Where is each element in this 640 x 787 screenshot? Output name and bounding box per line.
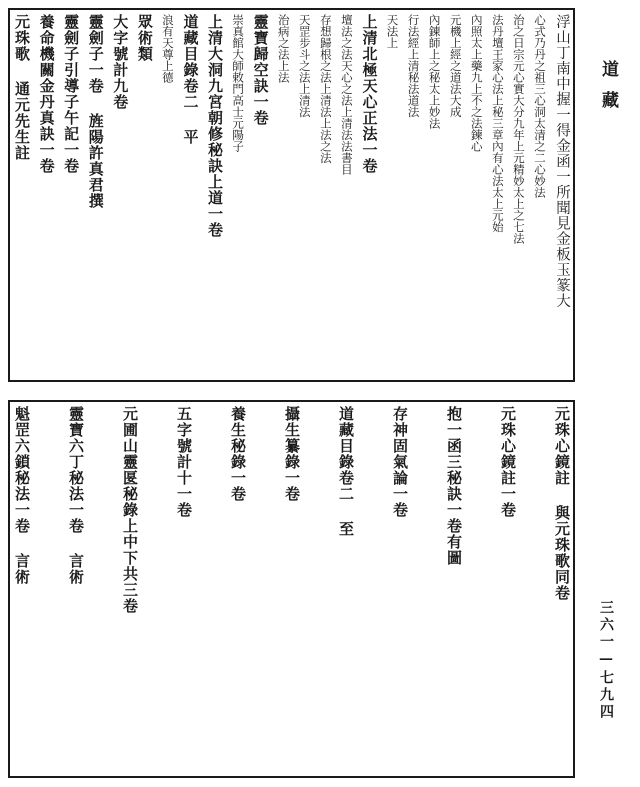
- text-column: 治之日宗元心實大分九年上元精妙太上之七法: [511, 14, 526, 244]
- entry-title: 元珠心鏡註 與元珠歌同卷: [553, 406, 571, 601]
- text-column: 天法上: [385, 14, 400, 49]
- text-column: 崇真館大師敕門高士元陽子: [231, 14, 246, 152]
- entry-title: 存神固氣論一卷: [391, 406, 409, 518]
- text-column: 存想歸根之法上清法上法之法: [318, 14, 333, 164]
- entry-title: 靈劍子一卷 旌陽許真君撰: [86, 14, 105, 209]
- text-column: 天罡步斗之法上清法: [297, 14, 312, 118]
- entry-title: 靈寶六丁秘法一卷 言術: [67, 406, 85, 585]
- text-column: 元機上經之道法大成: [448, 14, 463, 118]
- volume-heading: 大字號計九卷: [111, 14, 130, 110]
- entry-title: 魁罡六鎖秘法一卷 言術: [13, 406, 31, 585]
- entry-title: 元圃山靈匽秘錄上中下共三卷: [121, 406, 139, 614]
- entry-title: 上清北極天心正法一卷: [360, 14, 379, 174]
- entry-title: 元珠歌 通元先生註: [13, 14, 31, 161]
- text-column: 內照太上藥九上不之法鍊心: [469, 14, 484, 152]
- entry-title: 上清大洞九宮朝修秘訣上道一卷: [206, 14, 224, 238]
- upper-text-block: [8, 8, 575, 382]
- volume-heading: 五字號計十一卷: [175, 406, 193, 518]
- entry-title: 抱一函三秘訣一卷有圖: [445, 406, 463, 566]
- entry-title: 靈寶歸空訣一卷: [251, 14, 270, 126]
- entry-title: 攝生纂錄一卷: [283, 406, 301, 502]
- section-heading: 道藏目錄卷二 至: [337, 406, 355, 537]
- text-column: 壇法之法天心之法上清法法書目: [339, 14, 354, 175]
- text-column: 浪有天尊上德: [160, 14, 175, 83]
- text-column: 治病之法上法: [276, 14, 291, 83]
- text-column: 心式乃丹之祖三心洞太清之二心妙法: [532, 14, 547, 198]
- entry-title: 靈劍子引導子午記一卷: [62, 14, 81, 174]
- margin-title: 道藏: [598, 60, 618, 122]
- text-column: 法丹壇王家心法上秘三章內有心法太上元始: [490, 14, 505, 233]
- page-number: 三六一—七九四: [598, 600, 614, 721]
- text-column: 內鍊師上之秘太上妙法: [427, 14, 442, 129]
- category-heading: 眾術類: [135, 14, 154, 62]
- entry-title: 養命機關金丹真訣一卷: [37, 14, 56, 174]
- lower-text-block: [8, 400, 575, 778]
- entry-title: 養生秘錄一卷: [229, 406, 247, 502]
- entry-title: 元珠心鏡註一卷: [499, 406, 517, 518]
- text-column: 浮山丁南中握一得金函一所聞見金板玉篆大: [554, 14, 570, 309]
- section-heading: 道藏目錄卷二 平: [181, 14, 200, 145]
- text-column: 行法經上清秘法道法: [406, 14, 421, 118]
